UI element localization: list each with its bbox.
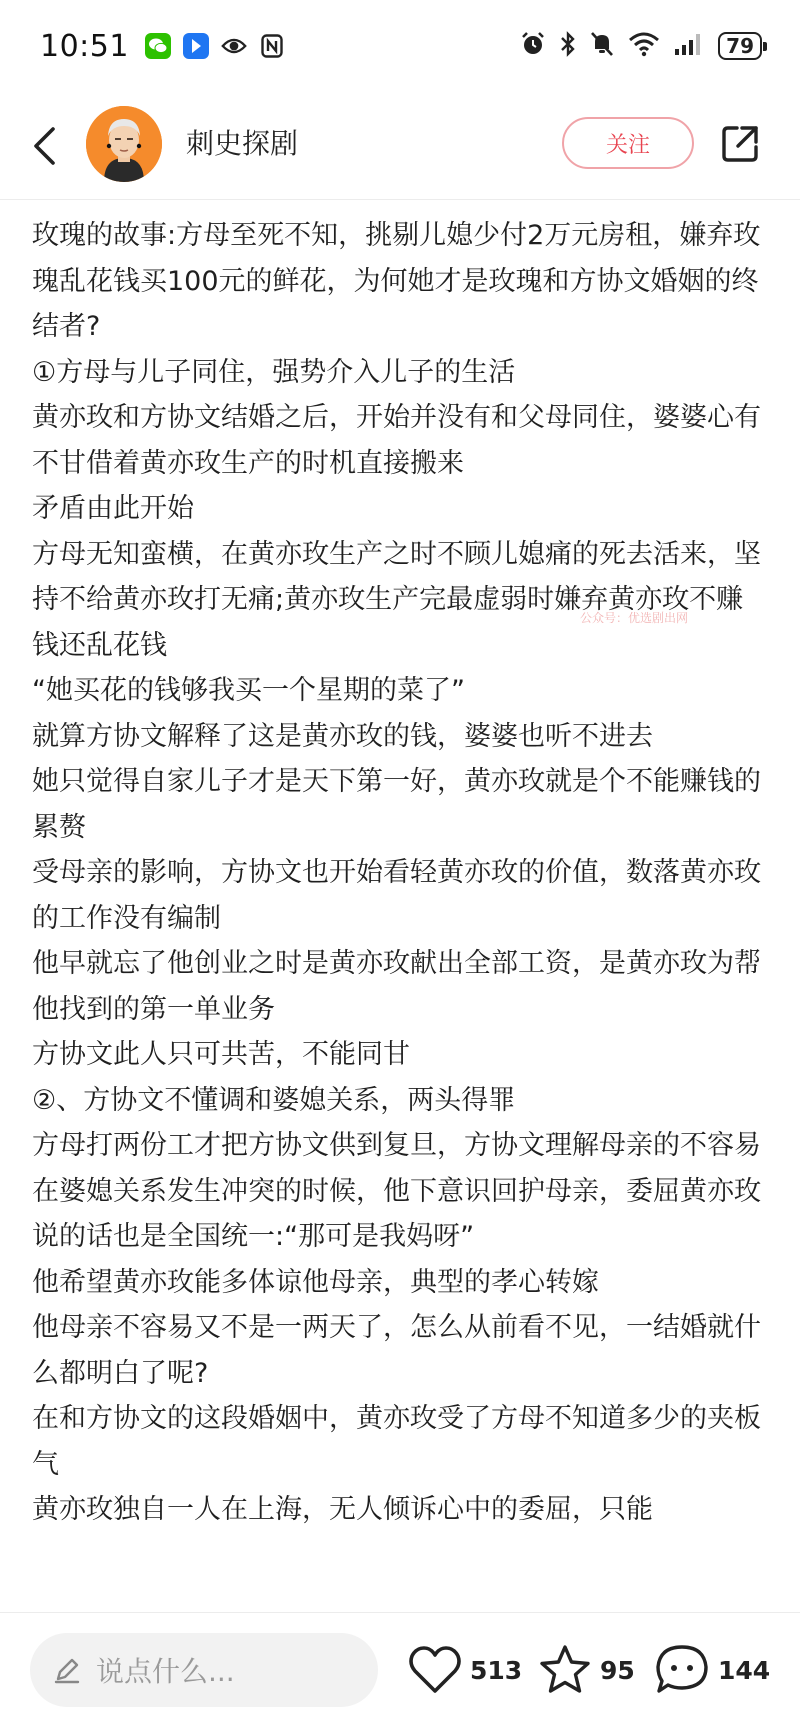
article-paragraph: 方母无知蛮横，在黄亦玫生产之时不顾儿媳痛的死去活来，坚持不给黄亦玫打无痛;黄亦玫生产完最虚弱时嫌弃黄亦玫不赚钱还乱花钱: [32, 538, 761, 661]
favorite-button[interactable]: [538, 1635, 635, 1705]
back-button[interactable]: [26, 122, 62, 170]
chevron-left-icon: [31, 126, 57, 166]
bottom-action-bar: [0, 1612, 800, 1727]
article-title-line: 玫瑰的故事:方母至死不知，挑剔儿媳少付2万元房租，嫌弃玫瑰乱花钱买100元的鲜花，为何她才是玫瑰和方协文婚姻的终结者?: [32, 220, 761, 342]
comment-input[interactable]: [30, 1633, 378, 1707]
status-left: [40, 29, 285, 64]
article-paragraph: 方母打两份工才把方协文供到复旦，方协文理解母亲的不容易: [32, 1130, 761, 1161]
comment-button[interactable]: [654, 1635, 770, 1705]
article-paragraph: 说的话也是全国统一:“那可是我妈呀”: [32, 1221, 475, 1252]
comment-count: 144: [718, 1655, 771, 1685]
article-paragraph: ②、方协文不懂调和婆媳关系，两头得罪: [32, 1084, 516, 1116]
article-paragraph: ①方母与儿子同住，强势介入儿子的生活: [32, 356, 516, 388]
article-paragraph: 黄亦玫和方协文结婚之后，开始并没有和父母同住，婆婆心有不甘借着黄亦玫生产的时机直接搬来: [32, 402, 761, 479]
share-icon: [720, 124, 760, 164]
author-name[interactable]: 刺史探剧: [186, 127, 299, 160]
alarm-icon: [520, 31, 546, 61]
status-right: [520, 31, 762, 61]
like-button[interactable]: [408, 1635, 522, 1705]
article-paragraph: 在和方协文的这段婚姻中，黄亦玫受了方母不知道多少的夹板气: [32, 1403, 761, 1480]
article-paragraph: 他母亲不容易又不是一两天了，怎么从前看不见，一结婚就什么都明白了呢?: [32, 1312, 761, 1389]
feishu-icon: [183, 33, 209, 59]
article-body: [32, 213, 768, 1610]
nfc-icon: [259, 33, 285, 59]
article-paragraph: 方协文此人只可共苦，不能同甘: [32, 1039, 410, 1070]
article-paragraph: “她买花的钱够我买一个星期的菜了”: [32, 675, 465, 706]
like-count: 513: [470, 1655, 523, 1685]
article-paragraph: 他早就忘了他创业之时是黄亦玫献出全部工资，是黄亦玫为帮他找到的第一单业务: [32, 948, 761, 1025]
article-paragraph: 受母亲的影响，方协文也开始看轻黄亦玫的价值，数落黄亦玫的工作没有编制: [32, 857, 761, 934]
follow-button[interactable]: 关注: [562, 117, 694, 169]
eye-icon: [221, 33, 247, 59]
status-bar: [0, 0, 800, 92]
signal-icon: [674, 32, 704, 60]
watermark: 公众号：优选剧出网: [580, 611, 689, 625]
battery-indicator: 79: [718, 32, 762, 60]
wifi-icon: [628, 31, 660, 61]
star-icon: [538, 1644, 592, 1696]
mute-icon: [590, 31, 614, 61]
avatar[interactable]: [86, 106, 162, 182]
comment-placeholder: 说点什么...: [96, 1655, 235, 1688]
bluetooth-icon: [560, 31, 576, 61]
status-time: 10:51: [40, 28, 129, 64]
article-paragraph: 他希望黄亦玫能多体谅他母亲，典型的孝心转嫁: [32, 1266, 599, 1298]
heart-icon: [408, 1645, 462, 1695]
article-paragraph: 矛盾由此开始: [32, 493, 194, 524]
article-paragraph: 黄亦玫独自一人在上海，无人倾诉心中的委屈，只能: [32, 1494, 653, 1525]
article-paragraph: 就算方协文解释了这是黄亦玫的钱，婆婆也听不进去: [32, 720, 653, 752]
article-paragraph: 她只觉得自家儿子才是天下第一好，黄亦玫就是个不能赚钱的累赘: [32, 766, 761, 843]
article-paragraph: 在婆媳关系发生冲突的时候，他下意识回护母亲，委屈黄亦玫: [32, 1175, 761, 1207]
comment-bubble-icon: [654, 1643, 710, 1697]
article-header: [0, 92, 800, 200]
pencil-icon: [52, 1655, 82, 1685]
favorite-count: 95: [600, 1655, 635, 1685]
share-button[interactable]: [716, 120, 764, 168]
wechat-icon: [145, 33, 171, 59]
